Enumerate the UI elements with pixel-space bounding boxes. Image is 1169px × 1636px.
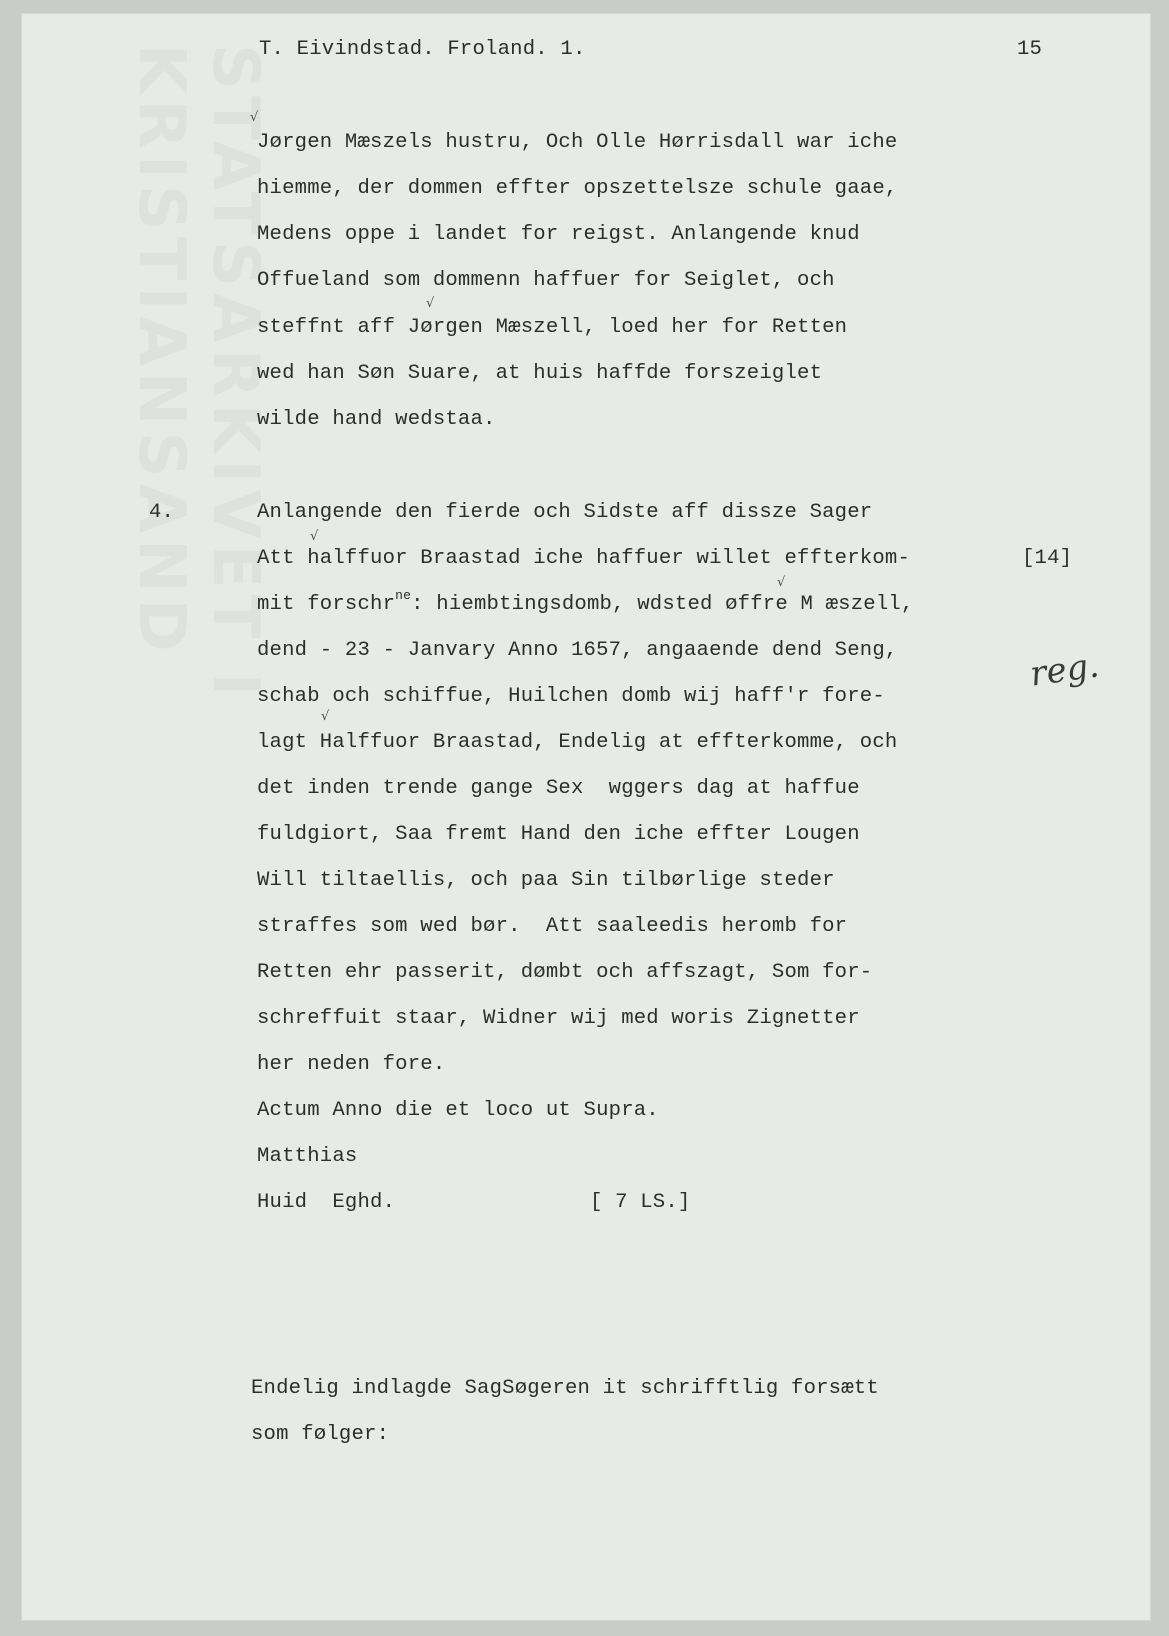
margin-reference: [14] [1022,547,1073,570]
text-line: Anlangende den fierde och Sidste aff dissze Sager [257,501,873,524]
text-line: som følger: [251,1423,390,1446]
superscript: ne [395,588,412,603]
text-line: Offueland som dommenn haffuer for Seiglet, och [257,269,835,292]
stamp-watermark [124,44,272,986]
text-line: Medens oppe i landet for reigst. Anlangende knud [257,223,860,246]
page-number: 15 [1017,38,1043,61]
text-line: Endelig indlagde SagSøgeren it schrifftlig forsætt [251,1377,879,1400]
text-line: Retten ehr passerit, dømbt och affszagt, Som for- [257,961,873,984]
check-mark-icon: √ [777,575,786,590]
item-number: 4. [149,501,175,524]
text-line: her neden fore. [257,1053,446,1076]
handwritten-margin-note: reg. [1027,645,1102,695]
text-line: wed han Søn Suare, at huis haffde forszeiglet [257,362,823,385]
text-line: Will tiltaellis, och paa Sin tilbørlige steder [257,869,835,892]
text-line: Att halffuor Braastad iche haffuer willet effterkom- [257,547,911,570]
text-line: det inden trende gange Sex wggers dag at haffue [257,777,860,800]
check-mark-icon: √ [321,709,330,724]
text-segment: : hiembtingsdomb, wdsted øffre M æszell, [411,593,914,616]
text-line: straffes som wed bør. Att saaleedis heromb for [257,915,848,938]
text-line: Matthias [257,1145,358,1168]
header-title: T. Eivindstad. Froland. 1. [259,38,586,61]
check-mark-icon: √ [310,529,319,544]
text-line: steffnt aff Jørgen Mæszell, loed her for Retten [257,316,848,339]
text-line: schreffuit staar, Widner wij med woris Zignetter [257,1007,860,1030]
text-line: lagt Halffuor Braastad, Endelig at effterkomme, och [257,731,898,754]
text-line: hiemme, der dommen effter opszettelsze schule gaae, [257,177,898,200]
text-line: wilde hand wedstaa. [257,408,496,431]
text-line: fuldgiort, Saa fremt Hand den iche effter Lougen [257,823,860,846]
signature-name: Huid Eghd. [257,1191,396,1214]
text-line [257,588,914,616]
seal-note: [ 7 LS.] [590,1191,691,1214]
check-mark-icon: √ [250,110,259,125]
text-line: Actum Anno die et loco ut Supra. [257,1099,659,1122]
text-line: dend - 23 - Janvary Anno 1657, angaaende dend Seng, [257,639,898,662]
text-line: Jørgen Mæszels hustru, Och Olle Hørrisdall war iche [257,131,898,154]
text-line: schab och schiffue, Huilchen domb wij haff'r fore- [257,685,885,708]
check-mark-icon: √ [426,296,435,311]
text-segment: mit forschr [257,593,396,616]
